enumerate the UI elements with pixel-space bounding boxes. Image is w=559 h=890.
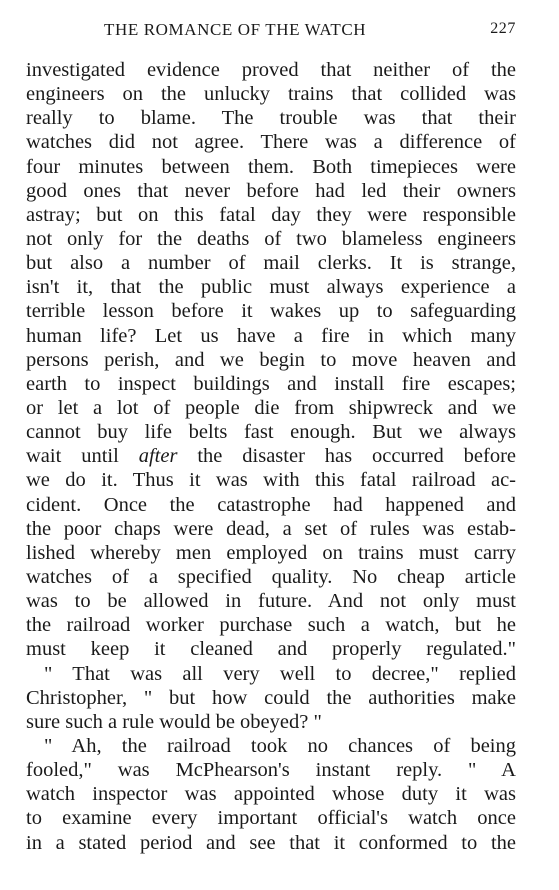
- text-line: engineers on the unlucky trains that collided was: [26, 83, 516, 106]
- text-line: not only for the deaths of two blameless engineers: [26, 227, 516, 250]
- running-head: [26, 20, 516, 44]
- text-line: cident. Once the catastrophe had happened and: [26, 493, 516, 516]
- emphasis: after: [138, 445, 178, 468]
- text-line: four minutes between them. Both timepieces were: [26, 155, 516, 178]
- text-line: Christopher, " but how could the authorities make: [26, 686, 516, 709]
- text-line: [26, 444, 516, 468]
- text-fragment: wait until: [26, 445, 139, 468]
- text-line: but also a number of mail clerks. It is strange,: [26, 252, 516, 275]
- text-line: sure such a rule would be obeyed? ": [26, 710, 322, 733]
- text-line: earth to inspect buildings and install fire escapes;: [26, 372, 516, 395]
- text-line: or let a lot of people die from shipwreck and we: [26, 396, 516, 419]
- page-number: 227: [490, 20, 516, 37]
- text-line: to examine every important official's watch once: [26, 807, 516, 830]
- text-line: " Ah, the railroad took no chances of being: [44, 734, 516, 757]
- text-line: persons perish, and we begin to move heaven and: [26, 348, 516, 371]
- text-line: terrible lesson before it wakes up to safeguarding: [26, 300, 516, 323]
- text-line: human life? Let us have a fire in which many: [26, 324, 516, 347]
- text-line: good ones that never before had led their owners: [26, 179, 516, 202]
- text-line: watches did not agree. There was a difference of: [26, 131, 516, 154]
- text-line: lished whereby men employed on trains must carry: [26, 541, 516, 564]
- text-line: in a stated period and see that it conformed to the: [26, 831, 516, 854]
- text-line: the railroad worker purchase such a watch, but he: [26, 614, 516, 637]
- text-line: the poor chaps were dead, a set of rules was estab-: [26, 517, 516, 540]
- text-line: watches of a specified quality. No cheap article: [26, 565, 516, 588]
- text-line: fooled," was McPhearson's instant reply. " A: [26, 759, 516, 782]
- text-line: isn't it, that the public must always experience a: [26, 276, 516, 299]
- text-fragment: the disaster has occurred before: [177, 445, 516, 468]
- text-line: must keep it cleaned and properly regulated.": [26, 638, 516, 661]
- text-line: watch inspector was appointed whose duty it was: [26, 783, 516, 806]
- running-title: THE ROMANCE OF THE WATCH: [104, 20, 367, 39]
- text-line: we do it. Thus it was with this fatal railroad ac-: [26, 469, 516, 492]
- text-line: really to blame. The trouble was that their: [26, 107, 516, 130]
- text-line: investigated evidence proved that neither of the: [26, 59, 516, 81]
- text-line: astray; but on this fatal day they were responsible: [26, 203, 516, 226]
- body-text: [26, 58, 516, 855]
- text-line: " That was all very well to decree," replied: [44, 662, 516, 685]
- text-line: cannot buy life belts fast enough. But we always: [26, 421, 516, 444]
- text-line: was to be allowed in future. And not only must: [26, 590, 516, 613]
